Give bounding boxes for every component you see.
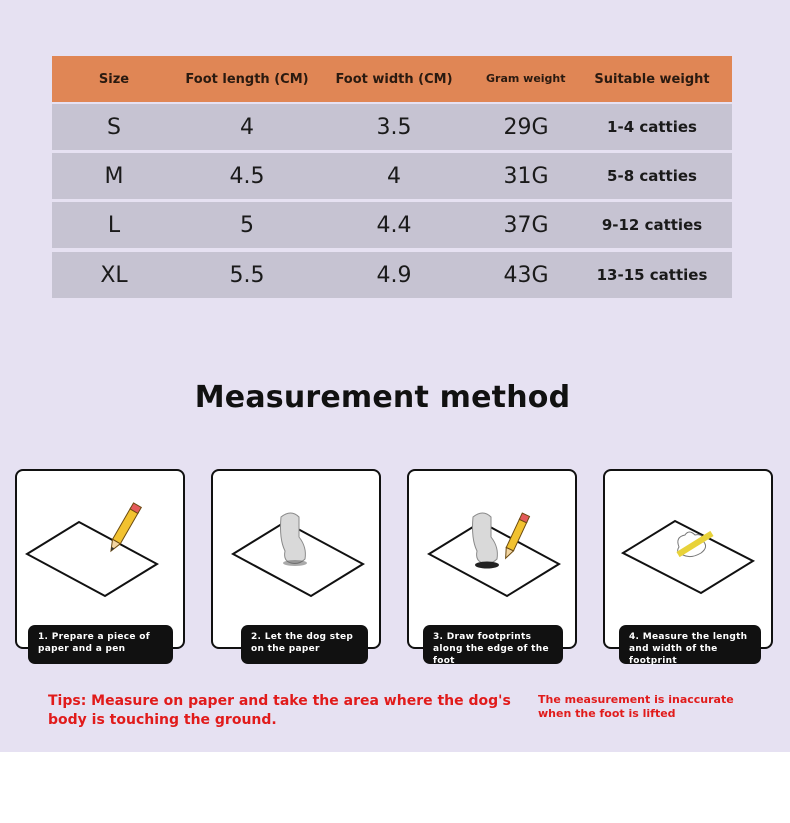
cell-width: 4.4	[376, 212, 412, 238]
cell-length: 5	[240, 212, 254, 238]
cell-length: 5.5	[229, 262, 265, 288]
table-row	[52, 202, 732, 248]
cell-size: M	[104, 163, 124, 189]
cell-gram: 31G	[503, 163, 549, 189]
paper-pencil-icon	[17, 491, 183, 601]
header-foot-width: Foot width (CM)	[335, 71, 453, 87]
header-foot-length: Foot length (CM)	[185, 71, 309, 87]
cell-size: L	[107, 212, 121, 238]
cell-width: 3.5	[376, 114, 412, 140]
dog-paw-on-paper-icon	[213, 491, 379, 601]
measurement-tip: Tips: Measure on paper and take the area where the dog's body is touching the ground.	[48, 693, 511, 728]
cell-length: 4	[240, 114, 254, 140]
measurement-note: The measurement is inaccurate when the foot is lifted	[538, 693, 734, 720]
step-label-1: 1. Prepare a piece of paper and a pen	[28, 625, 173, 664]
cell-gram: 37G	[503, 212, 549, 238]
step-label-2: 2. Let the dog step on the paper	[241, 625, 368, 664]
cell-size: XL	[100, 262, 128, 288]
cell-length: 4.5	[229, 163, 265, 189]
table-row	[52, 153, 732, 199]
cell-weight: 5-8 catties	[607, 167, 697, 185]
cell-width: 4	[387, 163, 401, 189]
section-heading: Measurement method	[194, 380, 571, 415]
trace-paw-icon	[409, 491, 575, 601]
step-card-3	[407, 469, 577, 649]
cell-weight: 9-12 catties	[601, 216, 703, 234]
cell-size: S	[107, 114, 121, 140]
cell-weight: 13-15 catties	[596, 266, 708, 284]
step-label-4: 4. Measure the length and width of the footprint	[619, 625, 761, 664]
cell-gram: 29G	[503, 114, 549, 140]
step-card-2	[211, 469, 381, 649]
table-row	[52, 252, 732, 298]
measure-footprint-icon	[605, 491, 771, 601]
cell-gram: 43G	[503, 262, 549, 288]
header-size: Size	[98, 71, 130, 87]
step-label-3: 3. Draw footprints along the edge of the foot	[423, 625, 563, 664]
cell-weight: 1-4 catties	[607, 118, 697, 136]
step-card-4	[603, 469, 773, 649]
header-suitable-weight: Suitable weight	[594, 71, 710, 87]
table-header	[52, 56, 732, 102]
table-row	[52, 104, 732, 150]
cell-width: 4.9	[376, 262, 412, 288]
header-gram-weight: Gram weight	[486, 72, 566, 85]
step-card-1	[15, 469, 185, 649]
